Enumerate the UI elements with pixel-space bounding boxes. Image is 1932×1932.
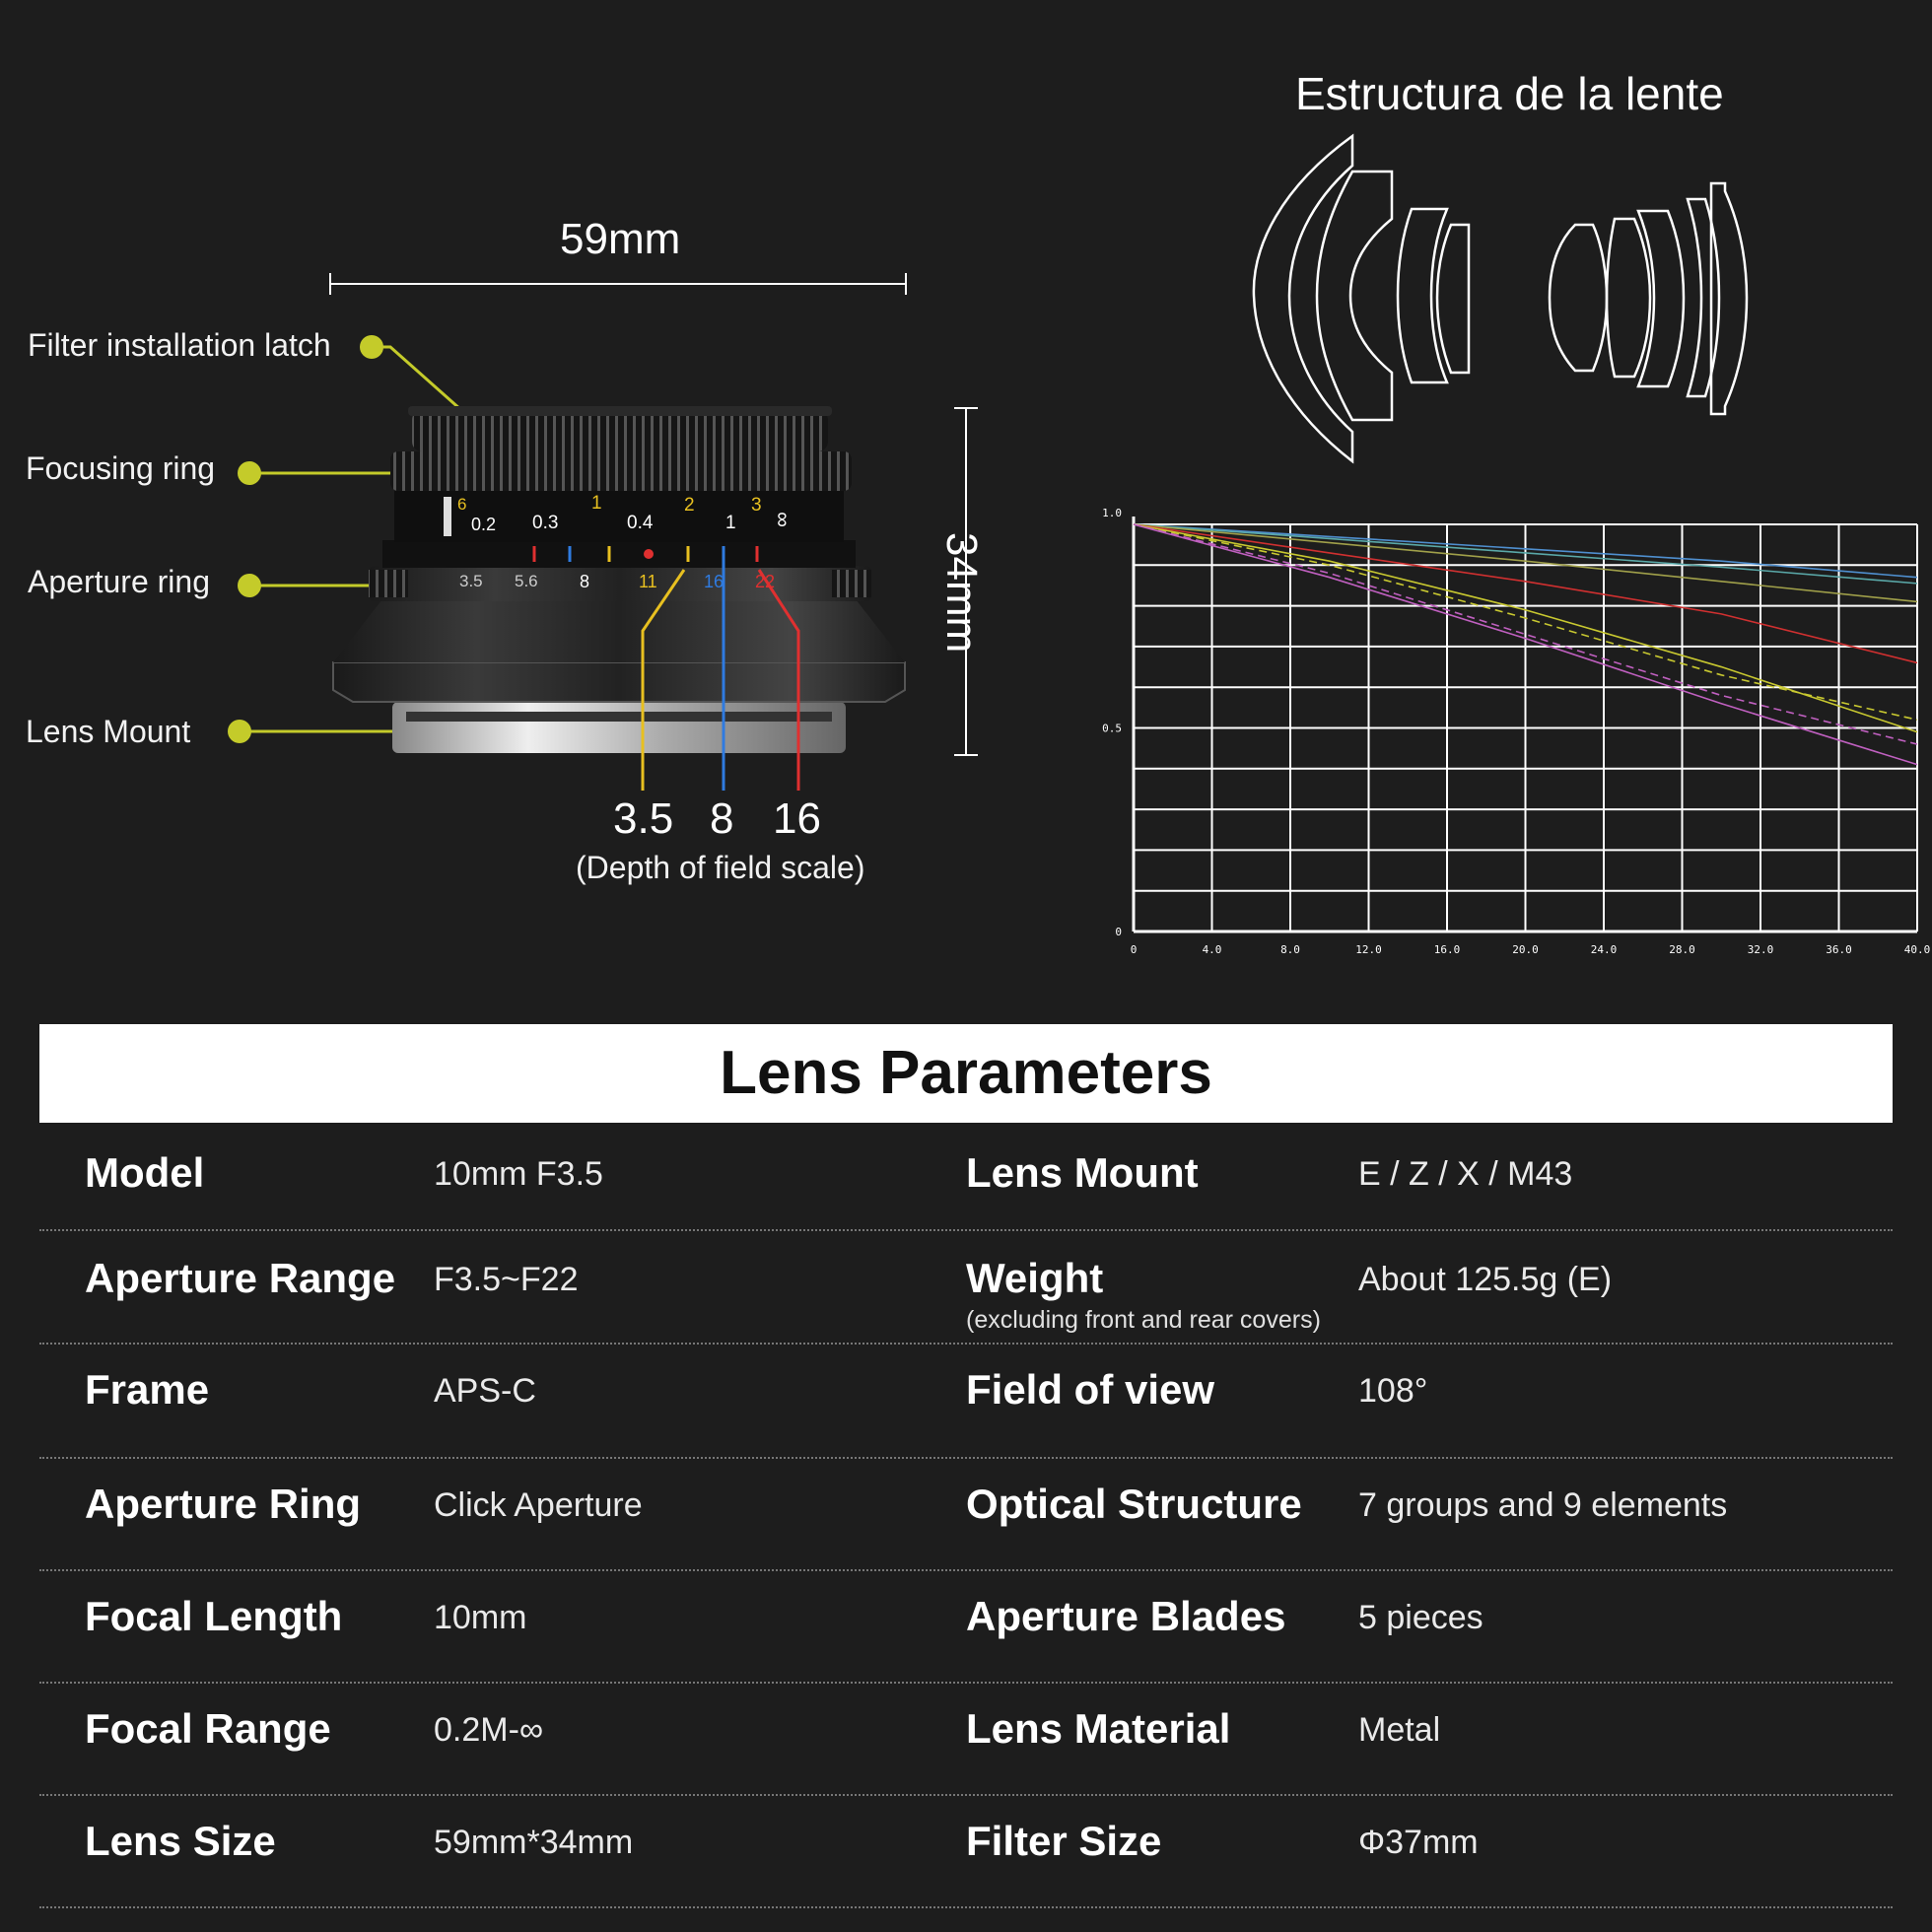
param-name-right: Filter Size — [966, 1818, 1162, 1864]
param-value-right: E / Z / X / M43 — [1358, 1155, 1573, 1193]
param-value-left: 59mm*34mm — [434, 1824, 634, 1861]
scale-ft-inf: ∞ — [770, 512, 795, 527]
x-tick-label: 32.0 — [1747, 943, 1774, 956]
scale-m-0.3: 0.3 — [532, 513, 559, 533]
param-value-left: APS-C — [434, 1372, 536, 1410]
aperture-8: 8 — [580, 572, 590, 591]
param-name-left: Focal Length — [85, 1593, 343, 1639]
callout-aperture-ring: Aperture ring — [28, 564, 210, 599]
param-name-left: Focal Range — [85, 1705, 331, 1752]
aperture-11: 11 — [639, 572, 657, 591]
aperture-22: 22 — [755, 572, 776, 591]
y-tick-label: 0.5 — [1102, 722, 1122, 735]
param-value-left: 0.2M-∞ — [434, 1711, 544, 1749]
y-tick-label: 1.0 — [1102, 507, 1122, 519]
scale-m-0.4: 0.4 — [627, 513, 654, 533]
x-tick-label: 28.0 — [1669, 943, 1695, 956]
x-tick-label: 20.0 — [1512, 943, 1539, 956]
param-value-right: Φ37mm — [1358, 1824, 1479, 1861]
param-row — [39, 1343, 1893, 1459]
scale-m-1: 1 — [725, 513, 736, 533]
param-name-right: Optical Structure — [966, 1481, 1302, 1527]
x-tick-label: 40.0 — [1903, 943, 1931, 956]
x-tick-label: 12.0 — [1355, 943, 1382, 956]
y-tick-label: 0 — [1115, 926, 1122, 938]
height-dimension-label: 34mm — [937, 532, 986, 654]
aperture-16: 16 — [704, 572, 724, 591]
param-row — [39, 1457, 1893, 1571]
param-value-left: 10mm F3.5 — [434, 1155, 603, 1193]
dof-value-16: 16 — [773, 794, 821, 843]
param-value-right: Metal — [1358, 1711, 1441, 1749]
scale-ft-3: 3 — [751, 495, 762, 516]
param-value-left: Click Aperture — [434, 1486, 643, 1524]
x-tick-label: 36.0 — [1826, 943, 1852, 956]
param-value-right: 108° — [1358, 1372, 1428, 1410]
param-name-right: Weight — [966, 1255, 1104, 1301]
params-title: Lens Parameters — [39, 1024, 1893, 1123]
dof-caption: (Depth of field scale) — [576, 850, 865, 885]
param-name-left: Frame — [85, 1366, 210, 1413]
callout-filter-latch: Filter installation latch — [28, 327, 331, 363]
param-name-left: Lens Size — [85, 1818, 276, 1864]
scale-ft-2: 2 — [684, 495, 695, 516]
param-name-left: Model — [85, 1149, 205, 1196]
param-row — [39, 1682, 1893, 1796]
scale-ft-1: 1 — [591, 493, 602, 514]
param-name-left: Aperture Ring — [85, 1481, 362, 1527]
callout-focusing-ring: Focusing ring — [26, 450, 216, 486]
param-name-right: Aperture Blades — [966, 1593, 1286, 1639]
param-name-right: Lens Material — [966, 1705, 1231, 1752]
callout-lens-mount: Lens Mount — [26, 714, 191, 749]
param-value-right: About 125.5g (E) — [1358, 1261, 1613, 1298]
x-tick-label: 24.0 — [1590, 943, 1618, 956]
param-name-right: Field of view — [966, 1366, 1215, 1413]
x-tick-label: 8.0 — [1280, 943, 1300, 956]
scale-m-0.2: 0.2 — [471, 515, 497, 534]
x-tick-label: 4.0 — [1202, 943, 1222, 956]
scale-ft-6: 6 — [457, 495, 467, 514]
dof-value-8: 8 — [710, 794, 734, 843]
param-value-right: 7 groups and 9 elements — [1358, 1486, 1728, 1524]
x-tick-label: 0 — [1130, 943, 1138, 956]
param-row — [39, 1231, 1893, 1345]
param-name-left: Aperture Range — [85, 1255, 396, 1301]
param-row — [39, 1794, 1893, 1908]
param-name-right: Lens Mount — [966, 1149, 1199, 1196]
aperture-5.6: 5.6 — [515, 572, 538, 590]
param-row — [39, 1126, 1893, 1231]
aperture-3.5: 3.5 — [459, 572, 483, 590]
param-value-left: F3.5~F22 — [434, 1261, 579, 1298]
param-sub-right: (excluding front and rear covers) — [966, 1306, 1321, 1334]
structure-title: Estructura de la lente — [1295, 68, 1724, 119]
param-value-right: 5 pieces — [1358, 1599, 1484, 1636]
x-tick-label: 16.0 — [1433, 943, 1461, 956]
param-row — [39, 1569, 1893, 1684]
width-dimension-label: 59mm — [560, 215, 681, 263]
dof-value-3.5: 3.5 — [613, 794, 674, 843]
param-value-left: 10mm — [434, 1599, 527, 1636]
